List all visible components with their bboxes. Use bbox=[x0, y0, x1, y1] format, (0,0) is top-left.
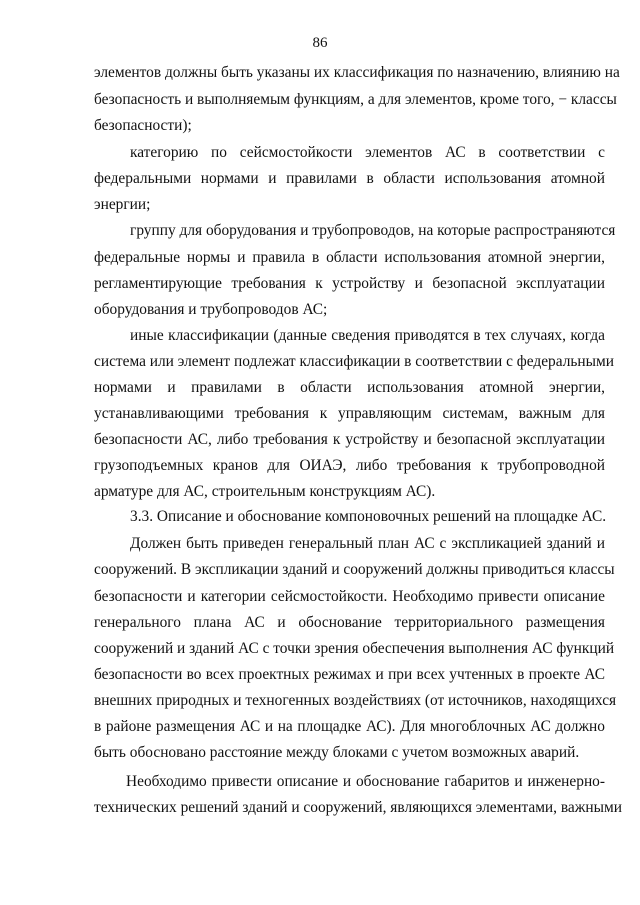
text-line: безопасности); bbox=[94, 117, 192, 134]
text-line: грузоподъемных кранов для ОИАЭ, либо требования к трубопроводной bbox=[94, 457, 605, 474]
text-line: безопасности во всех проектных режимах и при всех учтенных в проекте АС bbox=[94, 666, 605, 683]
text-line: в районе размещения АС и на площадке АС). Для многоблочных АС должно bbox=[94, 718, 605, 735]
page-number: 86 bbox=[312, 35, 328, 51]
text-line: внешних природных и техногенных воздействиях (от источников, находящихся bbox=[94, 692, 617, 709]
text-line: оборудования и трубопроводов АС; bbox=[94, 301, 328, 318]
text-line: технических решений зданий и сооружений, являющихся элементами, важными bbox=[94, 799, 622, 816]
text-line: энергии; bbox=[94, 196, 151, 213]
section-heading: 3.3. Описание и обоснование компоновочных решений на площадке АС. bbox=[130, 508, 607, 525]
text-line: федеральными нормами и правилами в области использования атомной bbox=[94, 170, 605, 187]
text-line: генерального плана АС и обоснование территориального размещения bbox=[94, 614, 605, 631]
text-line: арматуре для АС, строительным конструкциям АС). bbox=[94, 483, 436, 500]
text-line: быть обосновано расстояние между блоками с учетом возможных аварий. bbox=[94, 744, 580, 761]
text-line: регламентирующие требования к устройству и безопасной эксплуатации bbox=[94, 275, 605, 292]
text-line: безопасности АС, либо требования к устройству и безопасной эксплуатации bbox=[94, 431, 605, 448]
text-line: Необходимо привести описание и обоснование габаритов и инженерно- bbox=[126, 773, 605, 790]
text-line: сооружений и зданий АС с точки зрения обеспечения выполнения АС функций bbox=[94, 640, 615, 657]
text-line: нормами и правилами в области использования атомной энергии, bbox=[94, 379, 605, 396]
text-line: группу для оборудования и трубопроводов, на которые распространяются bbox=[130, 222, 616, 239]
text-line: иные классификации (данные сведения приводятся в тех случаях, когда bbox=[130, 327, 605, 344]
text-line: сооружений. В экспликации зданий и сооружений должны приводиться классы bbox=[94, 561, 615, 578]
text-line: безопасность и выполняемым функциям, а для элементов, кроме того, − классы bbox=[94, 91, 617, 108]
text-line: безопасности и категории сейсмостойкости. Необходимо привести описание bbox=[94, 588, 605, 605]
text-line: федеральные нормы и правила в области использования атомной энергии, bbox=[94, 249, 605, 266]
text-line: устанавливающими требования к управляющим системам, важным для bbox=[94, 405, 605, 422]
text-line: Должен быть приведен генеральный план АС с экспликацией зданий и bbox=[130, 535, 605, 552]
text-line: элементов должны быть указаны их классификация по назначению, влиянию на bbox=[94, 64, 620, 81]
text-line: система или элемент подлежат классификации в соответствии с федеральными bbox=[94, 353, 614, 370]
text-line: категорию по сейсмостойкости элементов АС в соответствии с bbox=[130, 144, 605, 161]
